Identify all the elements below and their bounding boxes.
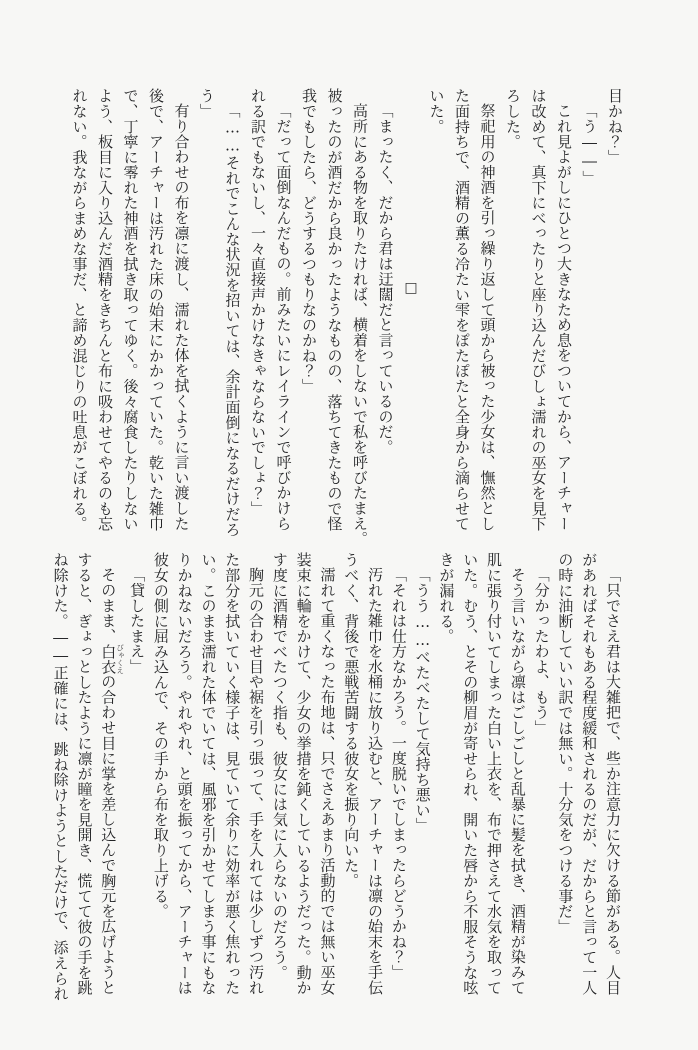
text-column: 彼女の側に屈み込んで、その手から布を取り上げる。 <box>151 552 170 919</box>
text-column: 「だって面倒なんだもの。前みたいにレイラインで呼びかけら <box>274 103 293 532</box>
text-column: う」 <box>198 88 216 119</box>
text-column: 我でもしたら、どうするつもりなのかね？」 <box>300 88 318 394</box>
text-column: 後で、アーチャーは汚れた床の始末にかかっていた。乾いた雑巾 <box>147 88 165 532</box>
text-column: い。このまま濡れた体でいては、風邪を引かせてしまう事にもな <box>199 552 218 996</box>
text-column: 「うう……べたべたして気持ち悪い」 <box>413 567 432 834</box>
text-column: いた。 <box>427 88 446 134</box>
text-column: いた。むう、とその柳眉が寄せられ、開いた唇から不服そうな呟 <box>461 552 480 996</box>
text-column: 「分かったわよ、もう」 <box>532 567 551 736</box>
text-column: 濡れて重くなった布地は、只でさえあまり活動的では無い巫女 <box>318 567 337 996</box>
text-column: 「それは仕方なかろう。一度脱いでしまったらどうかね？」 <box>389 567 408 980</box>
text-block-bottom <box>48 552 624 1027</box>
text-block-top <box>66 88 627 563</box>
text-column: す度に酒精でべたつく指も、彼女には気に入らないのだろう。 <box>270 552 289 980</box>
text-column: 「う――」 <box>580 103 599 186</box>
text-column: 肌に張り付いてしまった白い上衣を、布で押さえて水気を取って <box>485 552 504 996</box>
text-column: りかねないだろう。やれやれ、と頭を振ってから、アーチャーは <box>175 552 194 996</box>
text-column: で、丁寧に零れた神酒を拭き取ってゆく。後々腐食したりしない <box>121 88 140 532</box>
text-column: た面持ちで、酒精の薫る冷たい雫をぽたぽたと全身から滴らせて <box>453 88 471 532</box>
text-column: 目かね？」 <box>606 88 624 165</box>
text-column: 「まったく、だから君は迂闊だと言っているのだ。 <box>376 103 395 455</box>
text-column: の時に油断していい訳では無い。十分気をつける事だ」 <box>556 552 575 934</box>
text-column: 被ったのが酒だから良かったようなものの、落ちてきたもので怪 <box>325 88 344 532</box>
text-column: 「貸したまえ」 <box>128 567 147 675</box>
text-column: れない。我ながらまめな事だ、と諦め混じりの吐息がこぼれる。 <box>70 88 89 532</box>
text-column: があればそれもある程度緩和されるのだが、だからと言って一人 <box>580 552 599 996</box>
text-column: そのまま、白衣びゃくえの合わせ目に掌を差し込んで胸元を広げようと <box>99 567 125 996</box>
ruby-annotated-word: 白衣びゃくえ <box>99 643 125 675</box>
text-column: そう言いながら凛はごしごしと乱暴に髪を拭き、酒精が染みて <box>508 567 527 996</box>
text-column: 「……それでこんな状況を招いては、余計面倒になるだけだろ <box>223 103 242 538</box>
text-column: た部分を拭いていく様子は、見ていて余りに効率が悪く焦れった <box>223 552 242 996</box>
text-column: ね除けた。――正確には、跳ね除けようとしただけで、添えられ <box>51 552 70 1002</box>
text-column: 装束に輪をかけて、少女の挙措を鈍くしているようだった。動か <box>294 552 313 996</box>
text-column: 祭祀用の神酒を引っ繰り返して頭から被った少女は、憮然とし <box>478 103 497 532</box>
text-column: きが漏れる。 <box>437 552 456 644</box>
text-column: れる訳でもないし、一々直接声かけなきゃならないでしょ？」 <box>249 88 267 516</box>
text-column: すると、ぎょっとしたように凛が瞳を見開き、慌てて彼の手を跳 <box>75 552 94 996</box>
section-break-square: □ <box>403 280 419 297</box>
text-column: これ見よがしにひとつ大きなため息をついてから、アーチャー <box>555 103 573 532</box>
text-column: 胸元の合わせ目や裾を引っ張って、手を入れては少しずつ汚れ <box>247 567 266 996</box>
text-column: 汚れた雑巾を水桶に放り込むと、アーチャーは凛の始末を手伝 <box>366 567 385 996</box>
text-column: うべく、背後で悪戦苦闘する彼女を振り向いた。 <box>342 552 361 889</box>
text-column: 高所にある物を取りたければ、横着をしないで私を呼びたまえ。 <box>351 103 369 547</box>
text-column: 「只でさえ君は大雑把で、些か注意力に欠ける節がある。人目 <box>604 567 622 996</box>
text-column: ろした。 <box>504 88 522 150</box>
text-column: は改めて、真下にべったりと座り込んだびしょ濡れの巫女を見下 <box>529 88 548 532</box>
text-column: よう、板目に入り込んだ酒精をきちんと布に吸わせてやるのも忘 <box>96 88 114 532</box>
text-column: 有り合わせの布を凛に渡し、濡れた体を拭くように言い渡した <box>172 103 191 532</box>
